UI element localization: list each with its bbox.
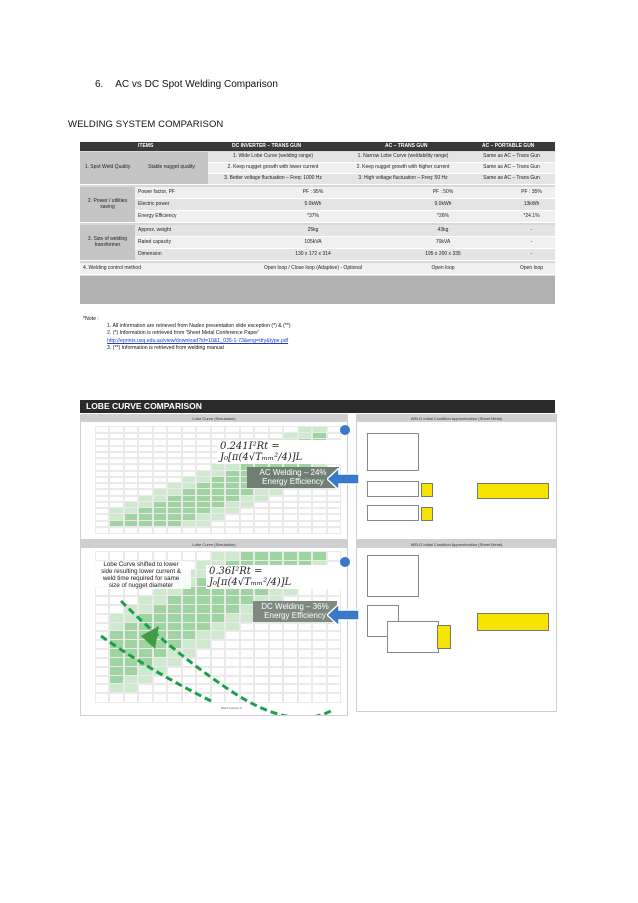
table-cell: Same as AC – Trans Gun — [468, 174, 555, 185]
table-cell: 2. Keep nugget growth with lower current — [208, 163, 338, 174]
table-cell: *24.1% — [508, 211, 555, 223]
table-cell: 1. Wide Lobe Curve (welding range) — [208, 152, 338, 163]
grid-cell — [138, 526, 152, 534]
ac-efficiency-label — [247, 467, 339, 488]
grid-cell — [312, 526, 326, 534]
comparison-table — [80, 142, 555, 304]
table-cell: 25kg — [248, 225, 378, 237]
table-cell: Dimension — [135, 249, 248, 261]
lobe-shift-curves — [81, 541, 347, 715]
table-cell: *26% — [378, 211, 508, 223]
ac-conditions-panel — [356, 414, 557, 540]
grid-cell — [95, 526, 109, 534]
grid-cell — [298, 526, 312, 534]
system-comparison-title: WELDING SYSTEM COMPARISON — [68, 119, 224, 130]
table-cell: Open loop / Close loop (Adaptive) - Optional — [248, 263, 378, 275]
grid-cell — [182, 526, 196, 534]
section-title: AC vs DC Spot Welding Comparison — [115, 79, 278, 90]
ac-lobe-panel — [80, 414, 348, 540]
note-line: side resulting lower current & — [101, 568, 181, 575]
table-cell: 3. Better voltage fluctuation – Freq: 1000 Hz — [208, 174, 338, 185]
table-cell: 130 x 172 x 314 — [248, 249, 378, 261]
table-cell: Electric power — [135, 199, 248, 211]
lobe-comparison-banner — [80, 400, 555, 413]
grid-cell — [240, 526, 254, 534]
grid-cell — [167, 526, 181, 534]
yellow-input — [421, 483, 433, 497]
table-row — [80, 174, 555, 185]
table-header — [80, 142, 555, 151]
yellow-input — [421, 507, 433, 521]
group-sublabel: Stable nugget quality — [135, 152, 208, 185]
condition-box — [387, 621, 439, 653]
table-row — [80, 187, 555, 199]
section-heading — [95, 79, 278, 90]
grid-cell — [254, 526, 268, 534]
table-cell: Open loop — [508, 263, 555, 275]
dc-eff-line: DC Welding – 36% — [261, 602, 329, 611]
grid-cell — [153, 526, 167, 534]
table-cell: 195 x 200 x 335 — [378, 249, 508, 261]
note-line: 1. All information are retrieved from Nadex presentation slide exception (*) & (**) — [107, 323, 291, 330]
header-ac-portable: AC – PORTABLE GUN — [482, 143, 535, 149]
diagram-box — [367, 555, 419, 597]
table-footer-band — [80, 276, 555, 304]
dc-lobe-panel — [80, 540, 348, 716]
header-ac-trans: AC – TRANS GUN — [385, 143, 428, 149]
table-row — [80, 211, 555, 223]
table-cell: 43kg — [378, 225, 508, 237]
table-cell: Approx. weight — [135, 225, 248, 237]
table-notes — [83, 316, 291, 352]
table-cell: PF : 35% — [508, 187, 555, 199]
note-line: 2. (*) Information is retrieved from 'Sheet Metal Conference Paper' — [107, 330, 259, 337]
notes-title: *Note : — [83, 316, 99, 322]
table-cell: 105kVA — [248, 237, 378, 249]
group-label: 3. Size of welding transformer — [80, 225, 135, 261]
grid-cell — [196, 526, 210, 534]
group-label: 1. Spot Weld Quality — [80, 152, 135, 185]
table-cell: PF : 95% — [248, 187, 378, 199]
lobe-comparison-title: LOBE CURVE COMPARISON — [86, 401, 202, 411]
header-dc-inverter: DC INVERTER – TRANS GUN — [232, 143, 302, 149]
condition-box — [367, 481, 419, 497]
table-cell: - — [508, 237, 555, 249]
grid-cell — [124, 526, 138, 534]
table-row — [80, 225, 555, 237]
step-badge-icon — [339, 424, 351, 436]
table-cell: 4. Welding control method — [80, 263, 248, 275]
note-line: size of nugget diameter — [108, 582, 174, 589]
table-cell: Rated capacity — [135, 237, 248, 249]
table-cell: Open loop — [378, 263, 508, 275]
grid-cell — [225, 526, 239, 534]
table-row — [80, 152, 555, 163]
diagram-box — [367, 433, 419, 471]
dc-arrow-icon — [327, 604, 359, 626]
table-cell: Same as AC – Trans Gun — [468, 163, 555, 174]
condition-box — [367, 505, 419, 521]
grid-cell — [109, 526, 123, 534]
dc-formula: 0.36I²Rt = J₀[π(4√Tₘₘ²/4)]L — [206, 565, 347, 589]
dc-conditions-panel — [356, 540, 557, 712]
table-row — [80, 163, 555, 174]
header-items: ITEMS — [138, 143, 154, 149]
table-cell: 1. Narrow Lobe Curve (weldability range) — [338, 152, 468, 163]
table-row — [80, 249, 555, 261]
dc-eff-line: Energy Efficiency — [264, 610, 326, 620]
ac-arrow-icon — [327, 468, 359, 490]
grid-cell — [283, 526, 297, 534]
grid-cell — [269, 526, 283, 534]
ac-panel-title: Lobe Curve (Simulation) — [81, 415, 347, 422]
group-label: 2. Power / utilities saving — [80, 187, 135, 223]
ac-eff-line: Energy Efficiency — [262, 476, 324, 486]
reference-link[interactable]: http://eprints.usq.edu.au/view/download?id=10&1_035-1-73&eng=dry&type.pdf — [107, 337, 289, 344]
table-cell: 9.0kWh — [378, 199, 508, 211]
table-cell: Same as AC – Trans Gun — [468, 152, 555, 163]
table-cell: Power factor, PF — [135, 187, 248, 199]
ac-formula: 0.241I²Rt = J₀[π(4√Tₘₘ²/4)]L — [217, 440, 347, 464]
step-badge-icon — [339, 556, 351, 568]
table-row — [80, 263, 555, 275]
table-cell: PF : 50% — [378, 187, 508, 199]
note-line: 3. (**) Information is retrieved from welding manual — [107, 344, 224, 351]
table-cell: 3. High voltage fluctuation – Freq: 50 Hz — [338, 174, 468, 185]
note-line: weld time required for same — [102, 575, 180, 582]
yellow-result — [477, 483, 549, 499]
table-cell: 2. Keep nugget growth with higher current — [338, 163, 468, 174]
section-number: 6. — [95, 79, 104, 90]
table-cell: - — [508, 225, 555, 237]
grid-cell — [327, 526, 341, 534]
yellow-result — [477, 613, 549, 631]
table-row — [80, 199, 555, 211]
table-cell: Energy Efficiency — [135, 211, 248, 223]
note-line: Lobe Curve shifted to lower — [103, 561, 179, 568]
ac-eff-line: AC Welding – 24% — [259, 468, 327, 477]
x-axis-label: Weld Current, A — [221, 706, 243, 710]
table-cell: 5.0kWh — [248, 199, 378, 211]
table-cell: *37% — [248, 211, 378, 223]
table-cell: 13kWh — [508, 199, 555, 211]
table-cell: - — [508, 249, 555, 261]
yellow-input — [437, 625, 451, 649]
table-cell: 70kVA — [378, 237, 508, 249]
table-row — [80, 237, 555, 249]
dc-panel-title: Lobe Curve (Simulation) — [81, 541, 347, 548]
grid-cell — [211, 526, 225, 534]
dc-conditions-title: WELD Initial Condition Approximation (Sheet Metal) — [357, 541, 556, 548]
ac-conditions-title: WELD Initial Condition Approximation (Sheet Metal) — [357, 415, 556, 422]
